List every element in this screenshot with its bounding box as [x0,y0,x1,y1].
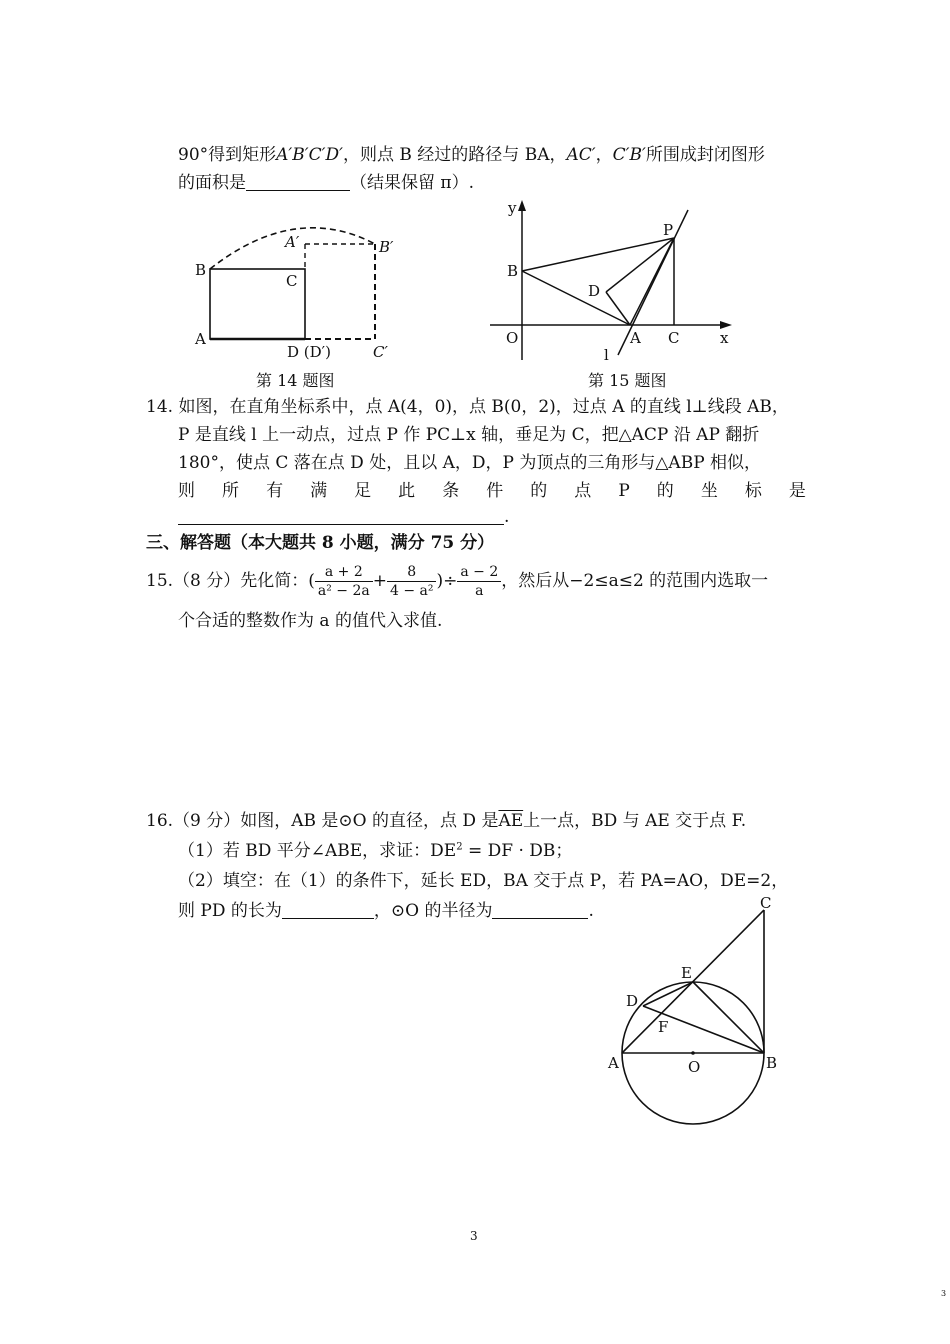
fig14-label-a1: A′ [285,233,300,251]
fig16-label-f: F [658,1018,669,1036]
fig14-label-b: B [195,261,207,279]
section-3-heading: 三、解答题（本大题共 8 小题，满分 75 分） [146,533,495,553]
q14-line2: P 是直线 l 上一动点，过点 P 作 PC⊥x 轴，垂足为 C，把△ACP 沿 AP 翻折 [178,425,760,445]
answer-blank-pd[interactable] [282,900,374,919]
answer-blank-q13[interactable] [246,172,350,191]
q15-fraction-1: $\frac{a + 2}{\text{a² − 2a}}$ [315,563,373,600]
fig15-x-arrow [720,321,732,329]
fig15-label-c: C [668,329,680,347]
q14-line1: 14. 如图，在直角坐标系中，点 A(4，0)，点 B(0，2)，过点 A 的直线 l⊥线段 AB， [146,397,789,417]
fig15-label-o: O [506,329,519,347]
q13-line2: 的面积是 （结果保留 π）. [178,173,474,193]
fig15-label-y: y [508,199,517,217]
fig16-segment-eb [693,982,764,1053]
fig15-label-p: P [663,221,674,239]
fig15-caption: 第 15 题图 [588,371,667,390]
figure-15 [480,195,750,370]
q16-line2: （1）若 BD 平分∠ABE，求证：$DE^2$ = DF · DB； [178,841,573,861]
q16-line4: 则 PD 的长为 ，⊙O 的半径为 . [178,901,594,921]
fig16-center-point [691,1051,695,1055]
fig15-label-d: D [588,282,601,300]
q14-line5: . [178,506,509,528]
q15-line1: 15.（8 分）先化简：( $\frac{a + 2}{\text{a² − 2a}}$ + $\frac{8}{\text{4 − a²}}$ )÷ $\frac{a - 2}{a}$ ，然后从−2≤a≤2 的范围内选取一 [146,564,769,599]
fig15-segment-ba [522,271,630,325]
q16-line3: （2）填空：在（1）的条件下，延长 ED，BA 交于点 P，若 PA=AO，DE=2， [178,871,789,891]
fig15-segment-pa [630,238,674,325]
fig14-label-d: D (D′) [287,343,331,361]
fig15-label-l: l [604,346,609,364]
fig16-label-a: A [608,1054,619,1072]
fig16-label-e: E [681,964,692,982]
fig15-label-x: x [720,329,729,347]
fig15-segment-bp [522,238,674,271]
fig14-label-c1: C′ [373,343,388,361]
q14-line4: 则 所 有 满 足 此 条 件 的 点 P 的 坐 标 是 [178,481,806,501]
fig16-label-d: D [626,992,639,1010]
fig14-caption: 第 14 题图 [256,371,335,390]
fig16-label-o: O [688,1058,701,1076]
fig15-segment-da [606,292,630,325]
page-number: 3 [470,1229,478,1243]
arc-ae: $\overline{AE}$ [498,811,524,831]
figure-14 [185,212,415,367]
q14-line3: 180°，使点 C 落在点 D 处，且以 A，D，P 为顶点的三角形与△ABP 相似， [178,453,762,473]
corner-page-mark: 3 [941,1289,947,1298]
q15-line2: 个合适的整数作为 a 的值代入求值. [178,611,443,631]
fig14-label-c: C [286,272,298,290]
fig16-segment-de [643,982,693,1006]
q15-fraction-3: $\frac{a - 2}{a}$ [457,563,501,600]
fig15-y-arrow [518,200,526,211]
fig16-label-c: C [760,894,772,912]
q13-line1: 90°得到矩形A′B′C′D′，则点 B 经过的路径与 BA，AC′，C′B′所围成封闭图形 [178,145,765,165]
answer-blank-q14[interactable] [178,506,504,525]
fig15-label-a: A [630,329,641,347]
q15-fraction-2: $\frac{8}{\text{4 − a²}}$ [387,563,437,600]
fig14-label-a: A [195,330,206,348]
figure-16 [598,888,798,1133]
fig14-label-b1: B′ [379,238,394,256]
fig16-label-b: B [766,1054,778,1072]
q16-line1: 16.（9 分）如图，AB 是⊙O 的直径，点 D 是$\overline{AE}$上一点，BD 与 AE 交于点 F. [146,811,747,831]
answer-blank-radius[interactable] [492,900,588,919]
fig15-label-b: B [507,262,519,280]
